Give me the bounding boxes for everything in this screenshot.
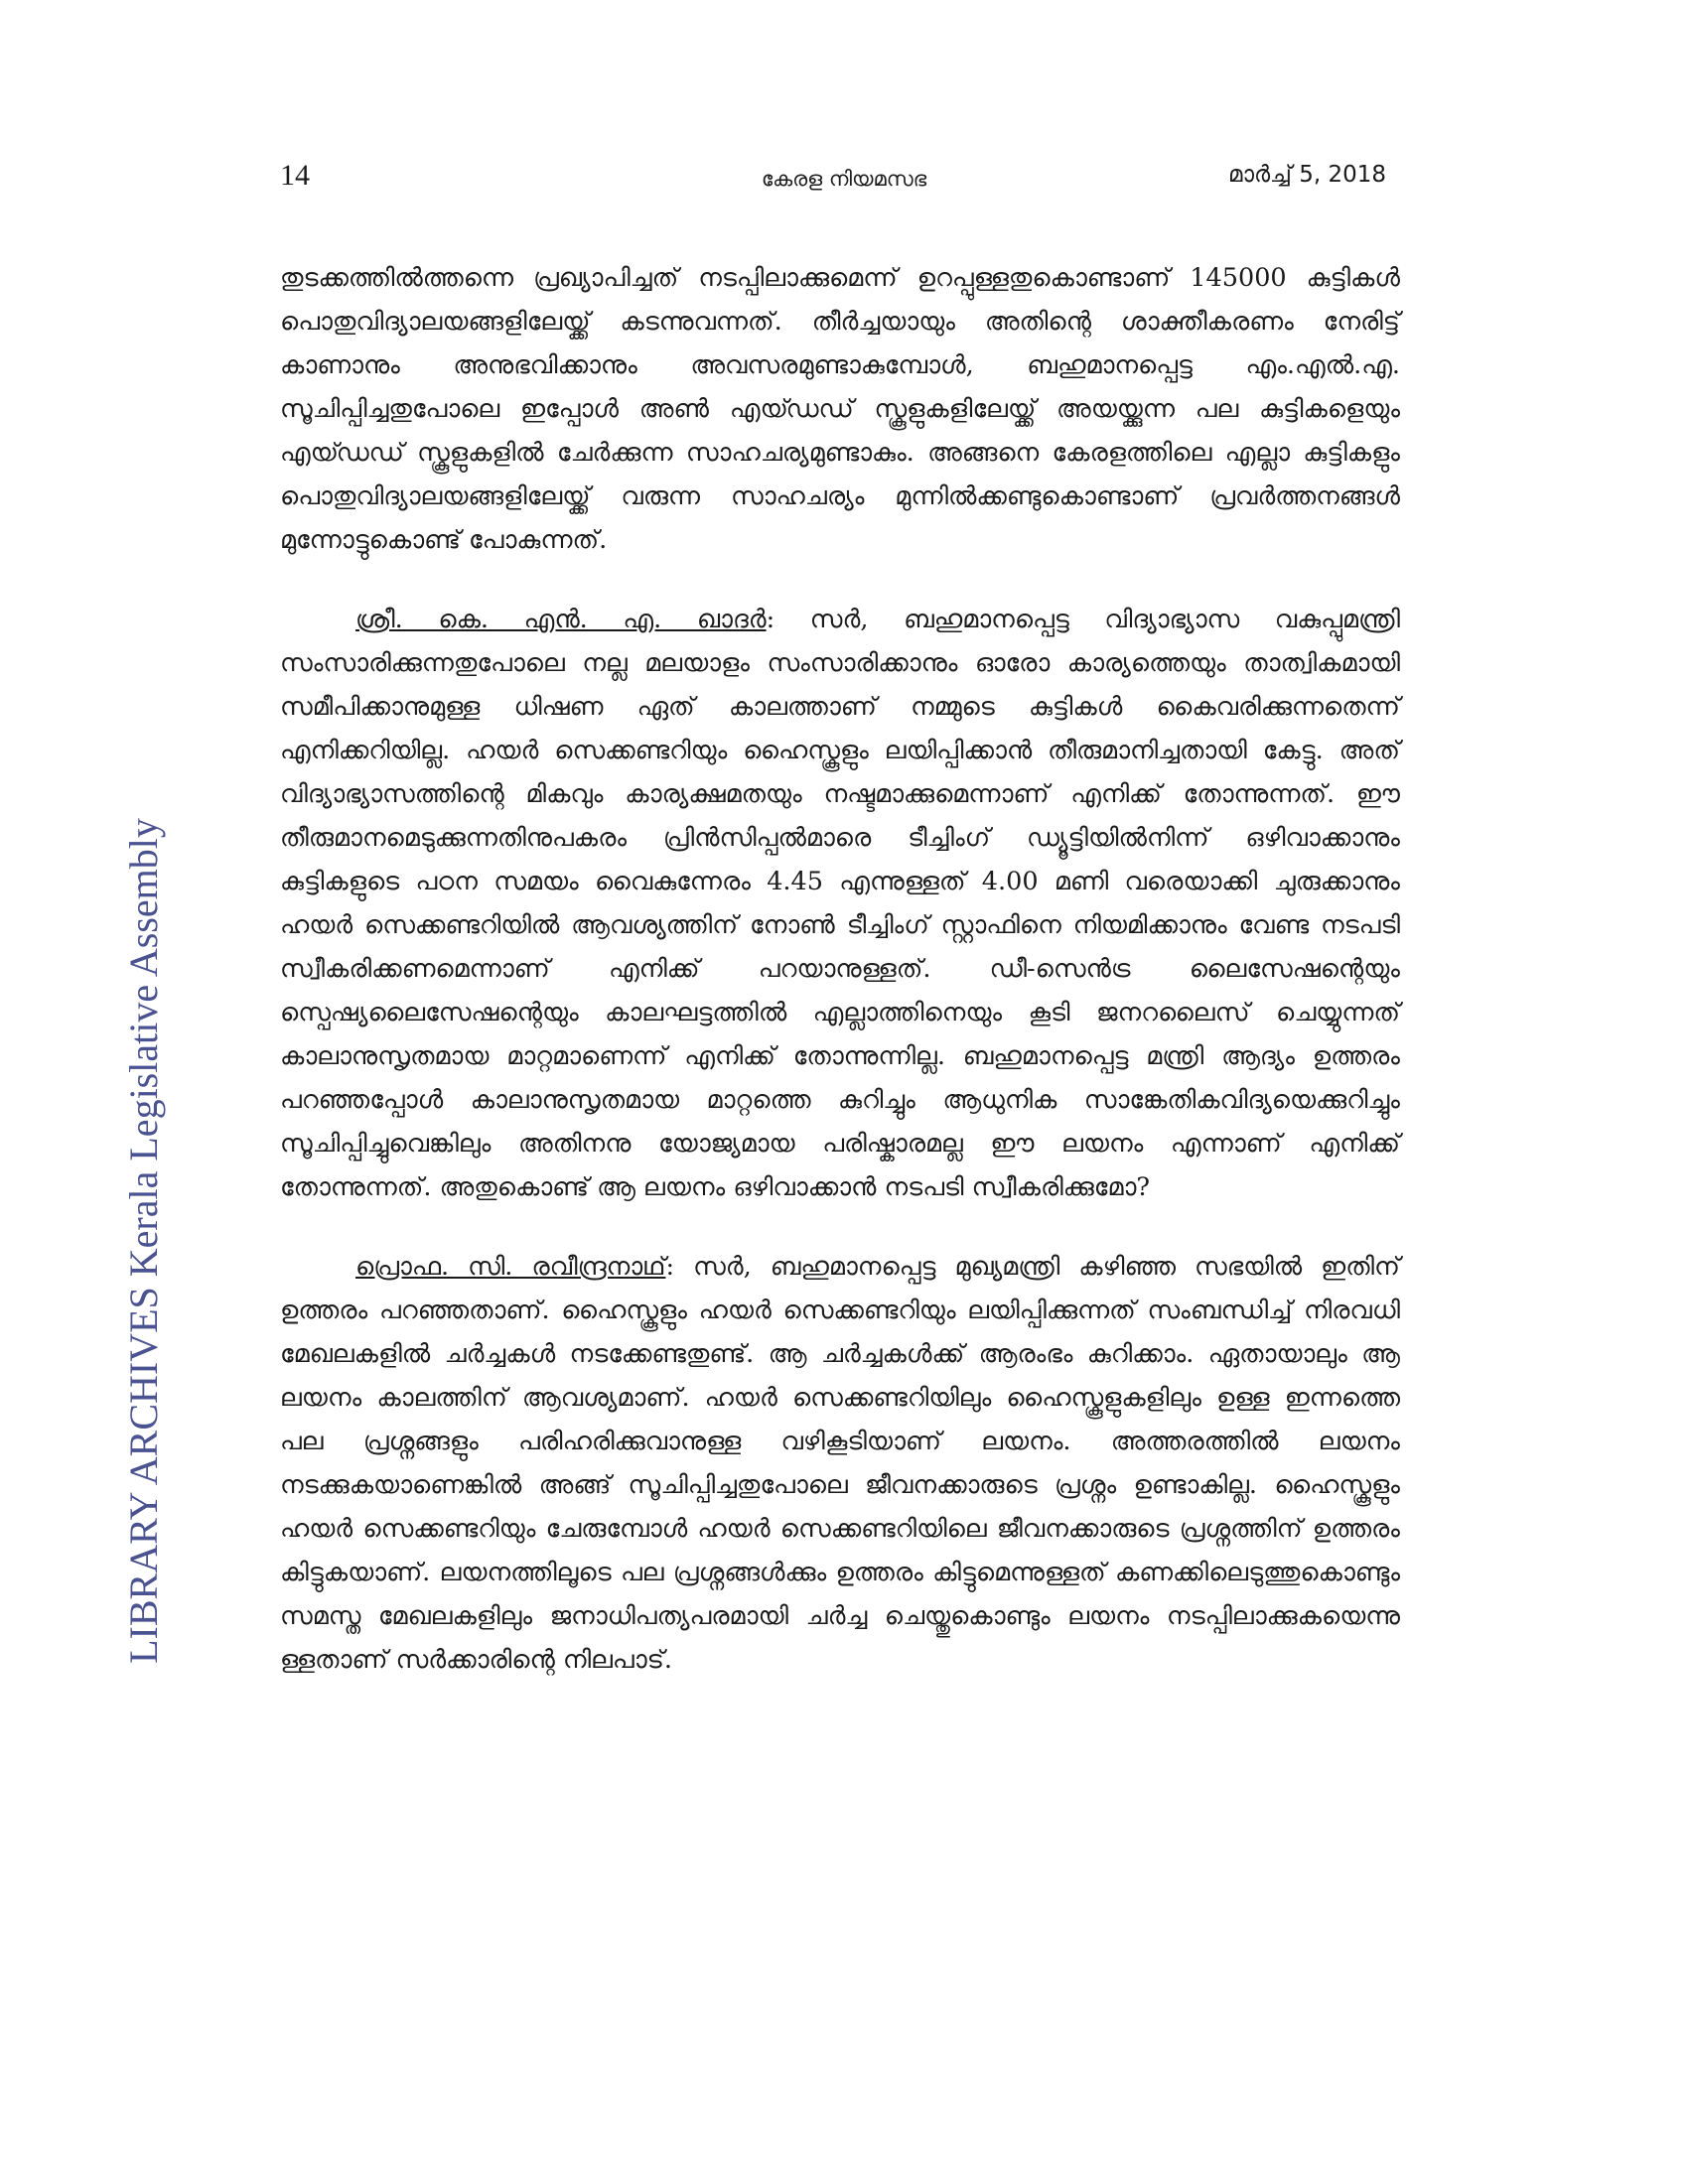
paragraph bbox=[280, 1245, 1400, 1682]
speaker-name: ശ്രീ. കെ. എൻ. എ. ഖാദർ bbox=[355, 605, 767, 634]
watermark: LIBRARY ARCHIVES Kerala Legislative Assembly bbox=[121, 818, 166, 1664]
page-number: 14 bbox=[280, 159, 310, 192]
page-date: മാർച്ച് 5, 2018 bbox=[1227, 162, 1386, 188]
running-title: കേരള നിയമസഭ bbox=[761, 167, 927, 191]
speaker-name: പ്രൊഫ. സി. രവീന്ദ്രനാഥ് bbox=[355, 1252, 666, 1282]
document-body bbox=[280, 256, 1400, 1717]
paragraph bbox=[280, 598, 1400, 1209]
paragraph-text: : സർ, ബഹുമാനപ്പെട്ട മുഖ്യമന്ത്രി കഴിഞ്ഞ സഭയിൽ ഇതിന് ഉത്തരം പറഞ്ഞതാണ്. ഹൈസ്കൂളും ഹയർ സെക്കണ്ടറിയും ലയിപ്പിക്കുന്നത് സംബന്ധിച്ച് നിരവധി മേഖലകളിൽ ചർച്ചകൾ നടക്കേണ്ടതുണ്ട്. ആ ചർച്ചകൾക്ക് ആരംഭം കുറിക്കാം. ഏതായാലും ആ ലയനം കാലത്തിന് ആവശ്യമാണ്. ഹയർ സെക്കണ്ടറിയിലും ഹൈസ്കൂളുകളിലും ഉള്ള ഇന്നത്തെ പല പ്രശ്നങ്ങളും പരിഹരിക്കുവാനുള്ള വഴികൂടിയാണ് ലയനം. അത്തരത്തിൽ ലയനം നടക്കുകയാണെങ്കിൽ അങ്ങ് സൂചിപ്പിച്ചതുപോലെ ജീവനക്കാരുടെ പ്രശ്നം ഉണ്ടാകില്ല. ഹൈസ്കൂളും ഹയർ സെക്കണ്ടറിയും ചേരുമ്പോൾ ഹയർ സെക്കണ്ടറിയിലെ ജീവനക്കാരുടെ പ്രശ്നത്തിന് ഉത്തരം കിട്ടുകയാണ്. ലയനത്തിലൂടെ പല പ്രശ്നങ്ങൾക്കും ഉത്തരം കിട്ടുമെന്നുള്ളത് കണക്കിലെടുത്തുകൊണ്ടും സമസ്ത മേഖലകളിലും ജനാധിപത്യപരമായി ചർച്ച ചെയ്തുകൊണ്ടും ലയനം നടപ്പിലാക്കുകയെന്നു ള്ളതാണ് സർക്കാരിന്റെ നിലപാട്. bbox=[280, 1252, 1400, 1675]
paragraph bbox=[280, 256, 1400, 562]
paragraph-text: തുടക്കത്തിൽത്തന്നെ പ്രഖ്യാപിച്ചത് നടപ്പിലാക്കുമെന്ന് ഉറപ്പുള്ളതുകൊണ്ടാണ് 145000 കുട്ടികൾ പൊതുവിദ്യാലയങ്ങളിലേയ്ക്ക് കടന്നുവന്നത്. തീർച്ചയായും അതിന്റെ ശാക്തീകരണം നേരിട്ട് കാണാനും അനുഭവിക്കാനും അവസരമുണ്ടാകുമ്പോൾ, ബഹുമാനപ്പെട്ട എം.എൽ.എ. സൂചിപ്പിച്ചതുപോലെ ഇപ്പോൾ അൺ എയ്ഡഡ് സ്കൂളുകളിലേയ്ക്ക് അയയ്ക്കുന്ന പല കുട്ടികളെയും എയ്ഡഡ് സ്കൂളുകളിൽ ചേർക്കുന്ന സാഹചര്യമുണ്ടാകും. അങ്ങനെ കേരളത്തിലെ എല്ലാ കുട്ടികളും പൊതുവിദ്യാലയങ്ങളിലേയ്ക്ക് വരുന്ന സാഹചര്യം മുന്നിൽക്കണ്ടുകൊണ്ടാണ് പ്രവർത്തനങ്ങൾ മുന്നോട്ടുകൊണ്ട് പോകുന്നത്. bbox=[280, 263, 1400, 555]
paragraph-text: : സർ, ബഹുമാനപ്പെട്ട വിദ്യാഭ്യാസ വകുപ്പുമന്ത്രി സംസാരിക്കുന്നതുപോലെ നല്ല മലയാളം സംസാരിക്കാനും ഓരോ കാര്യത്തെയും താത്വികമായി സമീപിക്കാനുമുള്ള ധിഷണ ഏത് കാലത്താണ് നമ്മുടെ കുട്ടികൾ കൈവരിക്കുന്നതെന്ന് എനിക്കറിയില്ല. ഹയർ സെക്കണ്ടറിയും ഹൈസ്കൂളും ലയിപ്പിക്കാൻ തീരുമാനിച്ചതായി കേട്ടു. അത് വിദ്യാഭ്യാസത്തിന്റെ മികവും കാര്യക്ഷമതയും നഷ്ടമാക്കുമെന്നാണ് എനിക്ക് തോന്നുന്നത്. ഈ തീരുമാനമെടുക്കുന്നതിനുപകരം പ്രിൻസിപ്പൽമാരെ ടീച്ചിംഗ് ഡ്യൂട്ടിയിൽനിന്ന് ഒഴിവാക്കാനും കുട്ടികളുടെ പഠന സമയം വൈകുന്നേരം 4.45 എന്നുള്ളത് 4.00 മണി വരെയാക്കി ചുരുക്കാനും ഹയർ സെക്കണ്ടറിയിൽ ആവശ്യത്തിന് നോൺ ടീച്ചിംഗ് സ്റ്റാഫിനെ നിയമിക്കാനും വേണ്ട നടപടി സ്വീകരിക്കണമെന്നാണ് എനിക്ക് പറയാനുള്ളത്. ഡീ-സെൻട്ര ലൈസേഷന്റെയും സ്പെഷ്യലൈസേഷന്റെയും കാലഘട്ടത്തിൽ എല്ലാത്തിനെയും കൂടി ജനറലൈസ് ചെയ്യുന്നത് കാലാനുസൃതമായ മാറ്റമാണെന്ന് എനിക്ക് തോന്നുന്നില്ല. ബഹുമാനപ്പെട്ട മന്ത്രി ആദ്യം ഉത്തരം പറഞ്ഞപ്പോൾ കാലാനുസൃതമായ മാറ്റത്തെ കുറിച്ചും ആധുനിക സാങ്കേതികവിദ്യയെക്കുറിച്ചും സൂചിപ്പിച്ചുവെങ്കിലും അതിനനു യോജ്യമായ പരിഷ്കാരമല്ല ഈ ലയനം എന്നാണ് എനിക്ക് തോന്നുന്നത്. അതുകൊണ്ട് ആ ലയനം ഒഴിവാക്കാൻ നടപടി സ്വീകരിക്കുമോ? bbox=[280, 605, 1400, 1202]
